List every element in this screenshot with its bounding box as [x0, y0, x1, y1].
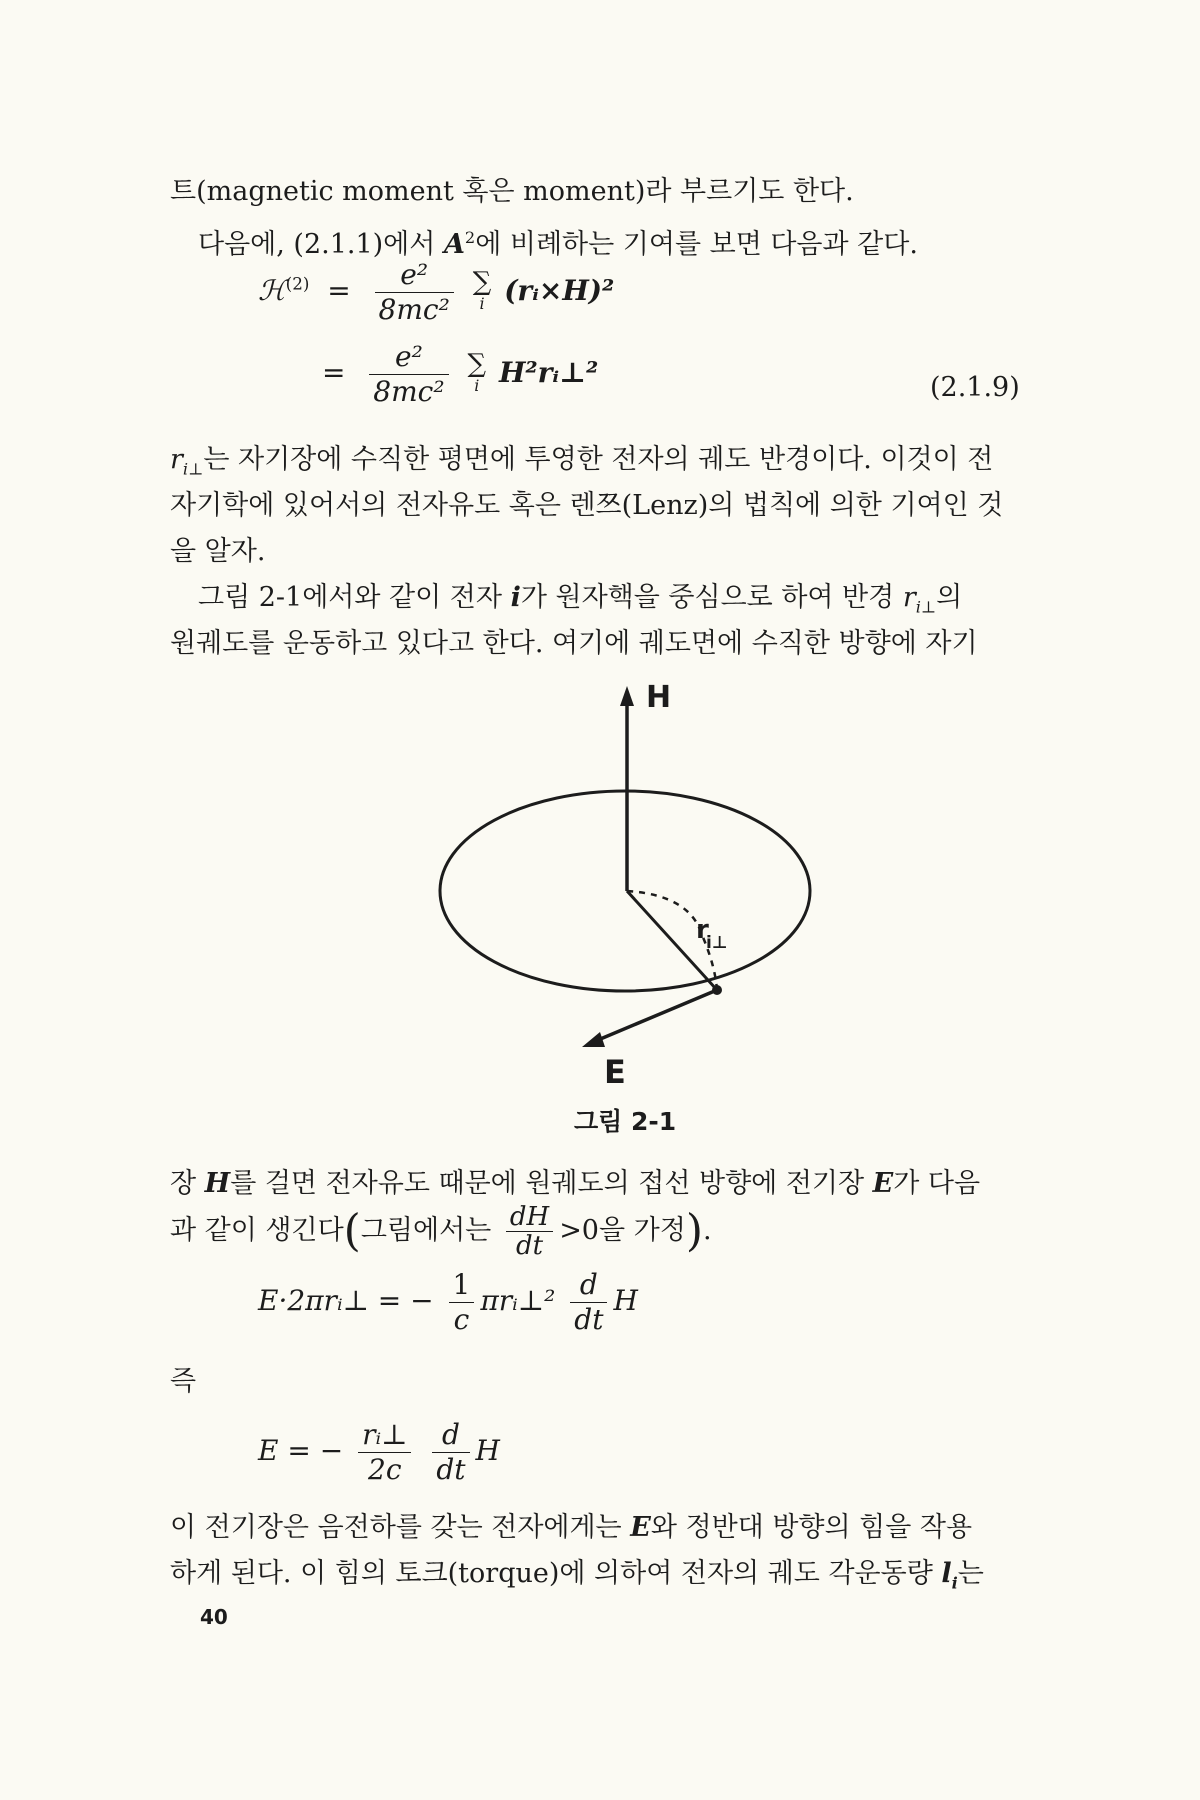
e-field-arrow: [598, 990, 717, 1040]
h-arrowhead: [620, 686, 634, 706]
summation-symbol: ∑ i: [467, 348, 487, 395]
text-line-6: 그림 2-1에서와 같이 전자 i가 원자핵을 중심으로 하여 반경 $r_{i\perp}$의: [198, 582, 963, 617]
equation-electric-field: E = − $\frac{\text{rᵢ⊥}}{2c}$ $\frac{d}{dt}$ H: [258, 1418, 500, 1486]
text-line-9: 과 같이 생긴다(그림에서는 $\frac{dH}{dt}$ >0을 가정).: [170, 1202, 712, 1261]
e-arrowhead: [582, 1032, 605, 1047]
fraction: $\frac{d}{dt}$: [570, 1268, 607, 1337]
text-line-11: 하게 된다. 이 힘의 토크(torque)에 의하여 전자의 궤도 각운동량 $l_i$는: [170, 1558, 984, 1593]
page-number: 40: [200, 1605, 228, 1629]
text-line-7: 원궤도를 운동하고 있다고 한다. 여기에 궤도면에 수직한 방향에 자기: [170, 628, 978, 659]
fraction-dh-dt: $\frac{dH}{dt}$: [506, 1203, 553, 1260]
text-jeuk: 즉: [170, 1366, 197, 1397]
fraction: $\frac{\text{e²}}{\text{8mc²}}$: [375, 258, 454, 327]
text-line-1: 트(magnetic moment 혹은 moment)라 부르기도 한다.: [170, 176, 854, 207]
text-line-3: $r_{i\perp}$는 자기장에 수직한 평면에 투영한 전자의 궤도 반경이다. 이것이 전: [170, 444, 994, 479]
equation-2-1-9-line-2: = $\frac{\text{e²}}{\text{8mc²}}$ ∑ i H²rᵢ⊥²: [322, 340, 599, 408]
equation-2-1-9-line-1: ℋ$^{(2)}$ = $\frac{\text{e²}}{\text{8mc²}}$ ∑ i (rᵢ×H)²: [258, 258, 615, 326]
fraction: $\frac{\text{e²}}{\text{8mc²}}$: [369, 340, 448, 409]
label-r: r: [696, 915, 709, 945]
fraction: $\frac{d}{dt}$: [432, 1418, 469, 1487]
label-h: H: [646, 680, 672, 715]
text-line-2: 다음에, (2.1.1)에서 $A^2$에 비례하는 기여를 보면 다음과 같다.: [198, 228, 918, 260]
summation-symbol: ∑ i: [472, 266, 492, 313]
equation-number: (2.1.9): [930, 372, 1020, 403]
text-line-5: 을 알자.: [170, 536, 266, 567]
orbit-ellipse: [440, 791, 810, 991]
text-line-4: 자기학에 있어서의 전자유도 혹은 렌쯔(Lenz)의 법칙에 의한 기여인 것: [170, 490, 1004, 521]
figure-caption: 그림 2-1: [574, 1107, 677, 1136]
label-e: E: [604, 1053, 626, 1091]
equation-induction: E·2πrᵢ⊥ = − $\frac{1}{c}$ πrᵢ⊥² $\frac{d}{dt}$ H: [258, 1268, 638, 1336]
fraction: $\frac{\text{rᵢ⊥}}{2c}$: [358, 1418, 411, 1487]
fraction: $\frac{1}{c}$: [449, 1268, 475, 1337]
text-line-10: 이 전기장은 음전하를 갖는 전자에게는 E와 정반대 방향의 힘을 작용: [170, 1512, 973, 1543]
text-line-8: 장 H를 걸면 전자유도 때문에 원궤도의 접선 방향에 전기장 E가 다음: [170, 1168, 981, 1199]
label-r-subscript: i⊥: [706, 933, 728, 953]
